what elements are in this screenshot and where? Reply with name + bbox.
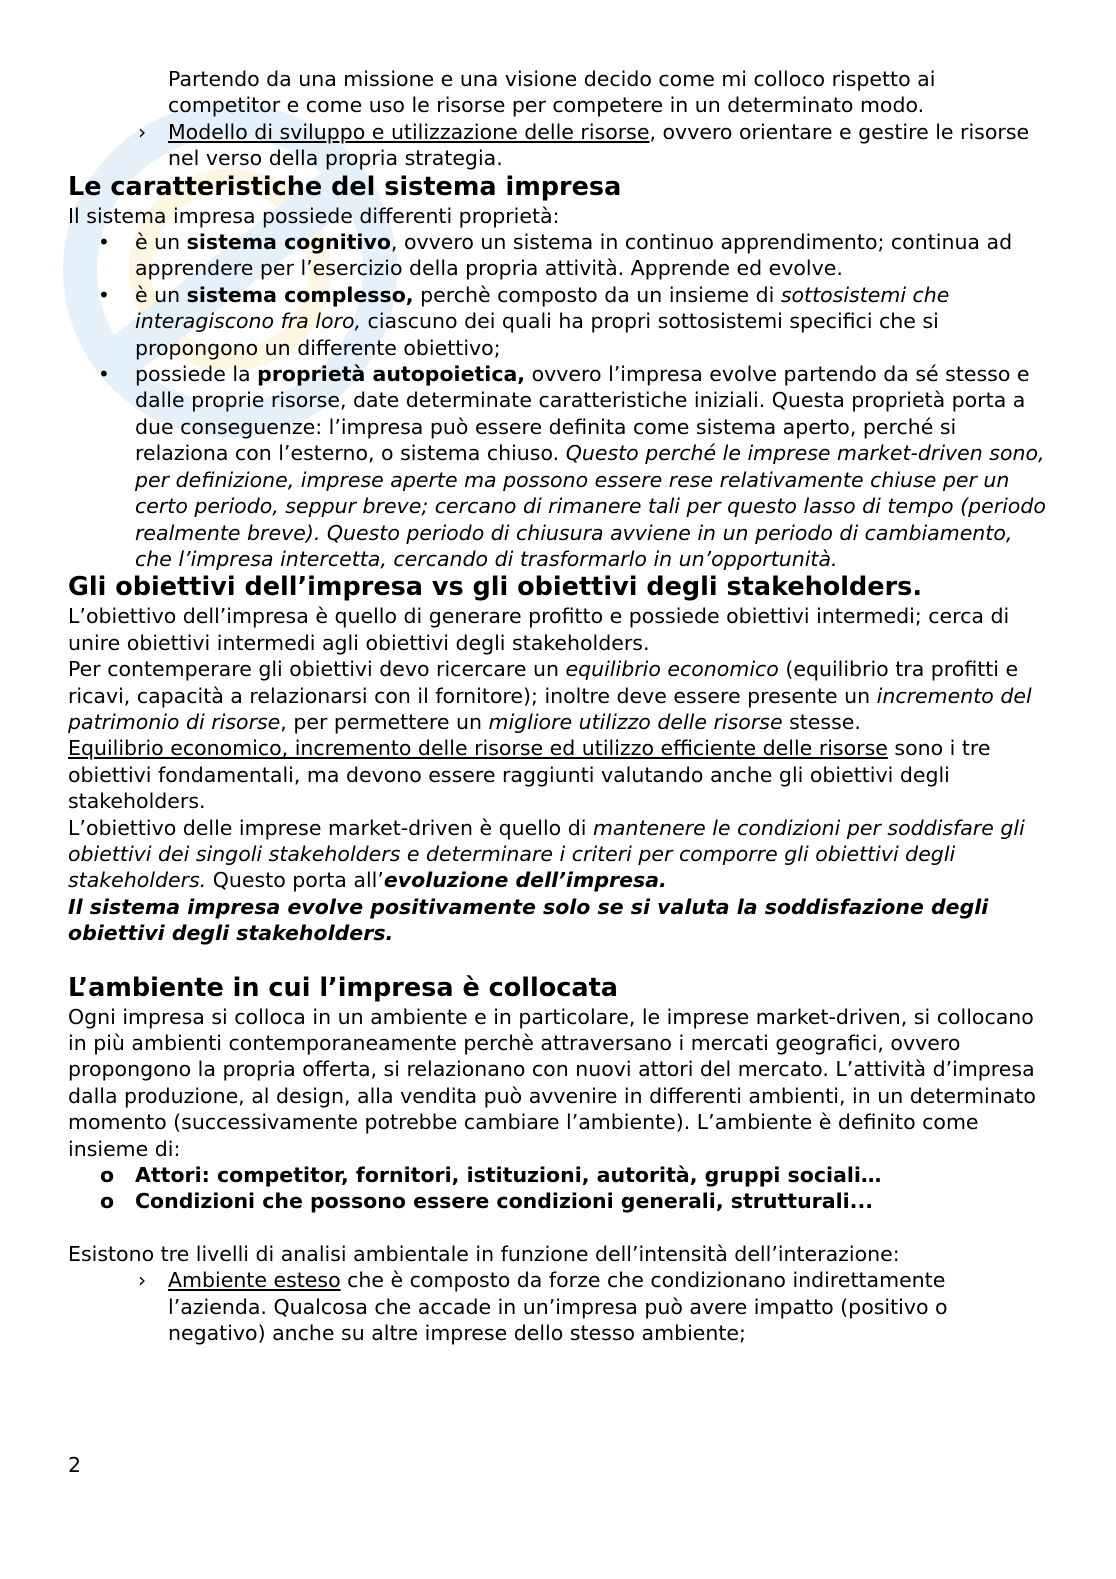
- paragraph: Equilibrio economico, incremento delle risorse ed utilizzo efficiente delle risorse sono i tre obiettivi fondamentali, ma devono essere raggiunti valutando anche gli obiettivi degli stakeholders.: [68, 736, 991, 814]
- list-item: • possiede la proprietà autopoietica, ovvero l’impresa evolve partendo da sé stesso e dalle proprie risorse, date determinate caratteristiche iniziali. Questa proprietà porta a due conseguenze: l’impresa può essere definita come sistema aperto, perché si relaziona con l’esterno, o sistema chiuso. Questo perché le imprese market-driven sono, per definizione, imprese aperte ma possono essere rese relativamente chiuse per un certo periodo, seppur breve; cercano di rimanere tali per questo lasso di tempo (periodo realmente breve). Questo periodo di chiusura avviene in un periodo di cambiamento, che l’impresa intercetta, cercando di trasformarlo in un’opportunità.: [98, 362, 1046, 571]
- intro-list-item: › Modello di sviluppo e utilizzazione delle risorse, ovvero orientare e gestire le risorse nel verso della propria strategia.: [138, 119, 1030, 171]
- emphasis-paragraph: Il sistema impresa evolve positivamente solo se si valuta la soddisfazione degli obiettivi degli stakeholders.: [68, 894, 989, 946]
- paragraph: Esistono tre livelli di analisi ambientale in funzione dell’intensità dell’interazione:: [68, 1241, 900, 1266]
- analysis-list-item: › Ambiente esteso che è composto da forze che condizionano indirettamente l’azienda. Qualcosa che accade in un’impresa può avere impatto (positivo o negativo) anche su altre imprese dello stesso ambiente;: [138, 1268, 948, 1346]
- intro-paragraph: Partendo da una missione e una visione decido come mi colloco rispetto ai competitor e come uso le risorse per competere in un determinato modo.: [168, 67, 936, 118]
- list-item: • è un sistema complesso, perchè composto da un insieme di sottosistemi che interagiscono fra loro, ciascuno dei quali ha propri sottosistemi specifici che si propongono un differente obiettivo;: [98, 282, 950, 360]
- page-number: 2: [68, 1453, 82, 1477]
- bullet-icon: •: [98, 230, 110, 255]
- paragraph: L’obiettivo dell’impresa è quello di generare profitto e possiede obiettivi intermedi; cerca di unire obiettivi intermedi agli obiettivi degli stakeholders.: [68, 604, 1010, 655]
- paragraph: L’obiettivo delle imprese market-driven è quello di mantenere le condizioni per soddisfare gli obiettivi dei singoli stakeholders e determinare i criteri per comporre gli obiettivi degli stakeholders. Questo porta all’evoluzione dell’impresa.: [68, 815, 1025, 893]
- bullet-icon: •: [98, 362, 110, 387]
- section-title-obiettivi: Gli obiettivi dell’impresa vs gli obiettivi degli stakeholders.: [68, 572, 923, 603]
- section-title-caratteristiche: Le caratteristiche del sistema impresa: [68, 171, 622, 202]
- list-item: o Attori: competitor, fornitori, istituzioni, autorità, gruppi sociali…: [100, 1163, 882, 1188]
- environment-list: [68, 1162, 1048, 1215]
- arrow-bullet-icon: ›: [138, 1268, 147, 1293]
- circle-bullet-icon: o: [100, 1163, 115, 1188]
- circle-bullet-icon: o: [100, 1189, 115, 1214]
- properties-list: [68, 229, 1048, 572]
- paragraph: Per contemperare gli obiettivi devo ricercare un equilibrio economico (equilibrio tra profitti e ricavi, capacità a relazionarsi con il fornitore); inoltre deve essere presente un incremento del patrimonio di risorse, per permettere un migliore utilizzo delle risorse stesse.: [68, 657, 1032, 734]
- section-intro: Il sistema impresa possiede differenti proprietà:: [68, 203, 560, 228]
- paragraph: Ogni impresa si colloca in un ambiente e in particolare, le imprese market-driven, si collocano in più ambienti contemporaneamente perchè attraversano i mercati geografici, ovvero propongono la propria offerta, si relazionano con nuovi attori del mercato. L’attività d’impresa dalla produzione, al design, alla vendita può avvenire in differenti ambienti, in un determinato momento (successivamente potrebbe cambiare l’ambiente). L’ambiente è definito come insieme di:: [68, 1004, 1036, 1161]
- list-item: o Condizioni che possono essere condizioni generali, strutturali...: [100, 1189, 874, 1214]
- document-page: [68, 66, 1048, 1346]
- arrow-bullet-icon: ›: [138, 119, 147, 144]
- list-item: • è un sistema cognitivo, ovvero un sistema in continuo apprendimento; continua ad apprendere per l’esercizio della propria attività. Apprende ed evolve.: [98, 230, 1013, 281]
- bullet-icon: •: [98, 282, 110, 307]
- section-title-ambiente: L’ambiente in cui l’impresa è collocata: [68, 972, 618, 1003]
